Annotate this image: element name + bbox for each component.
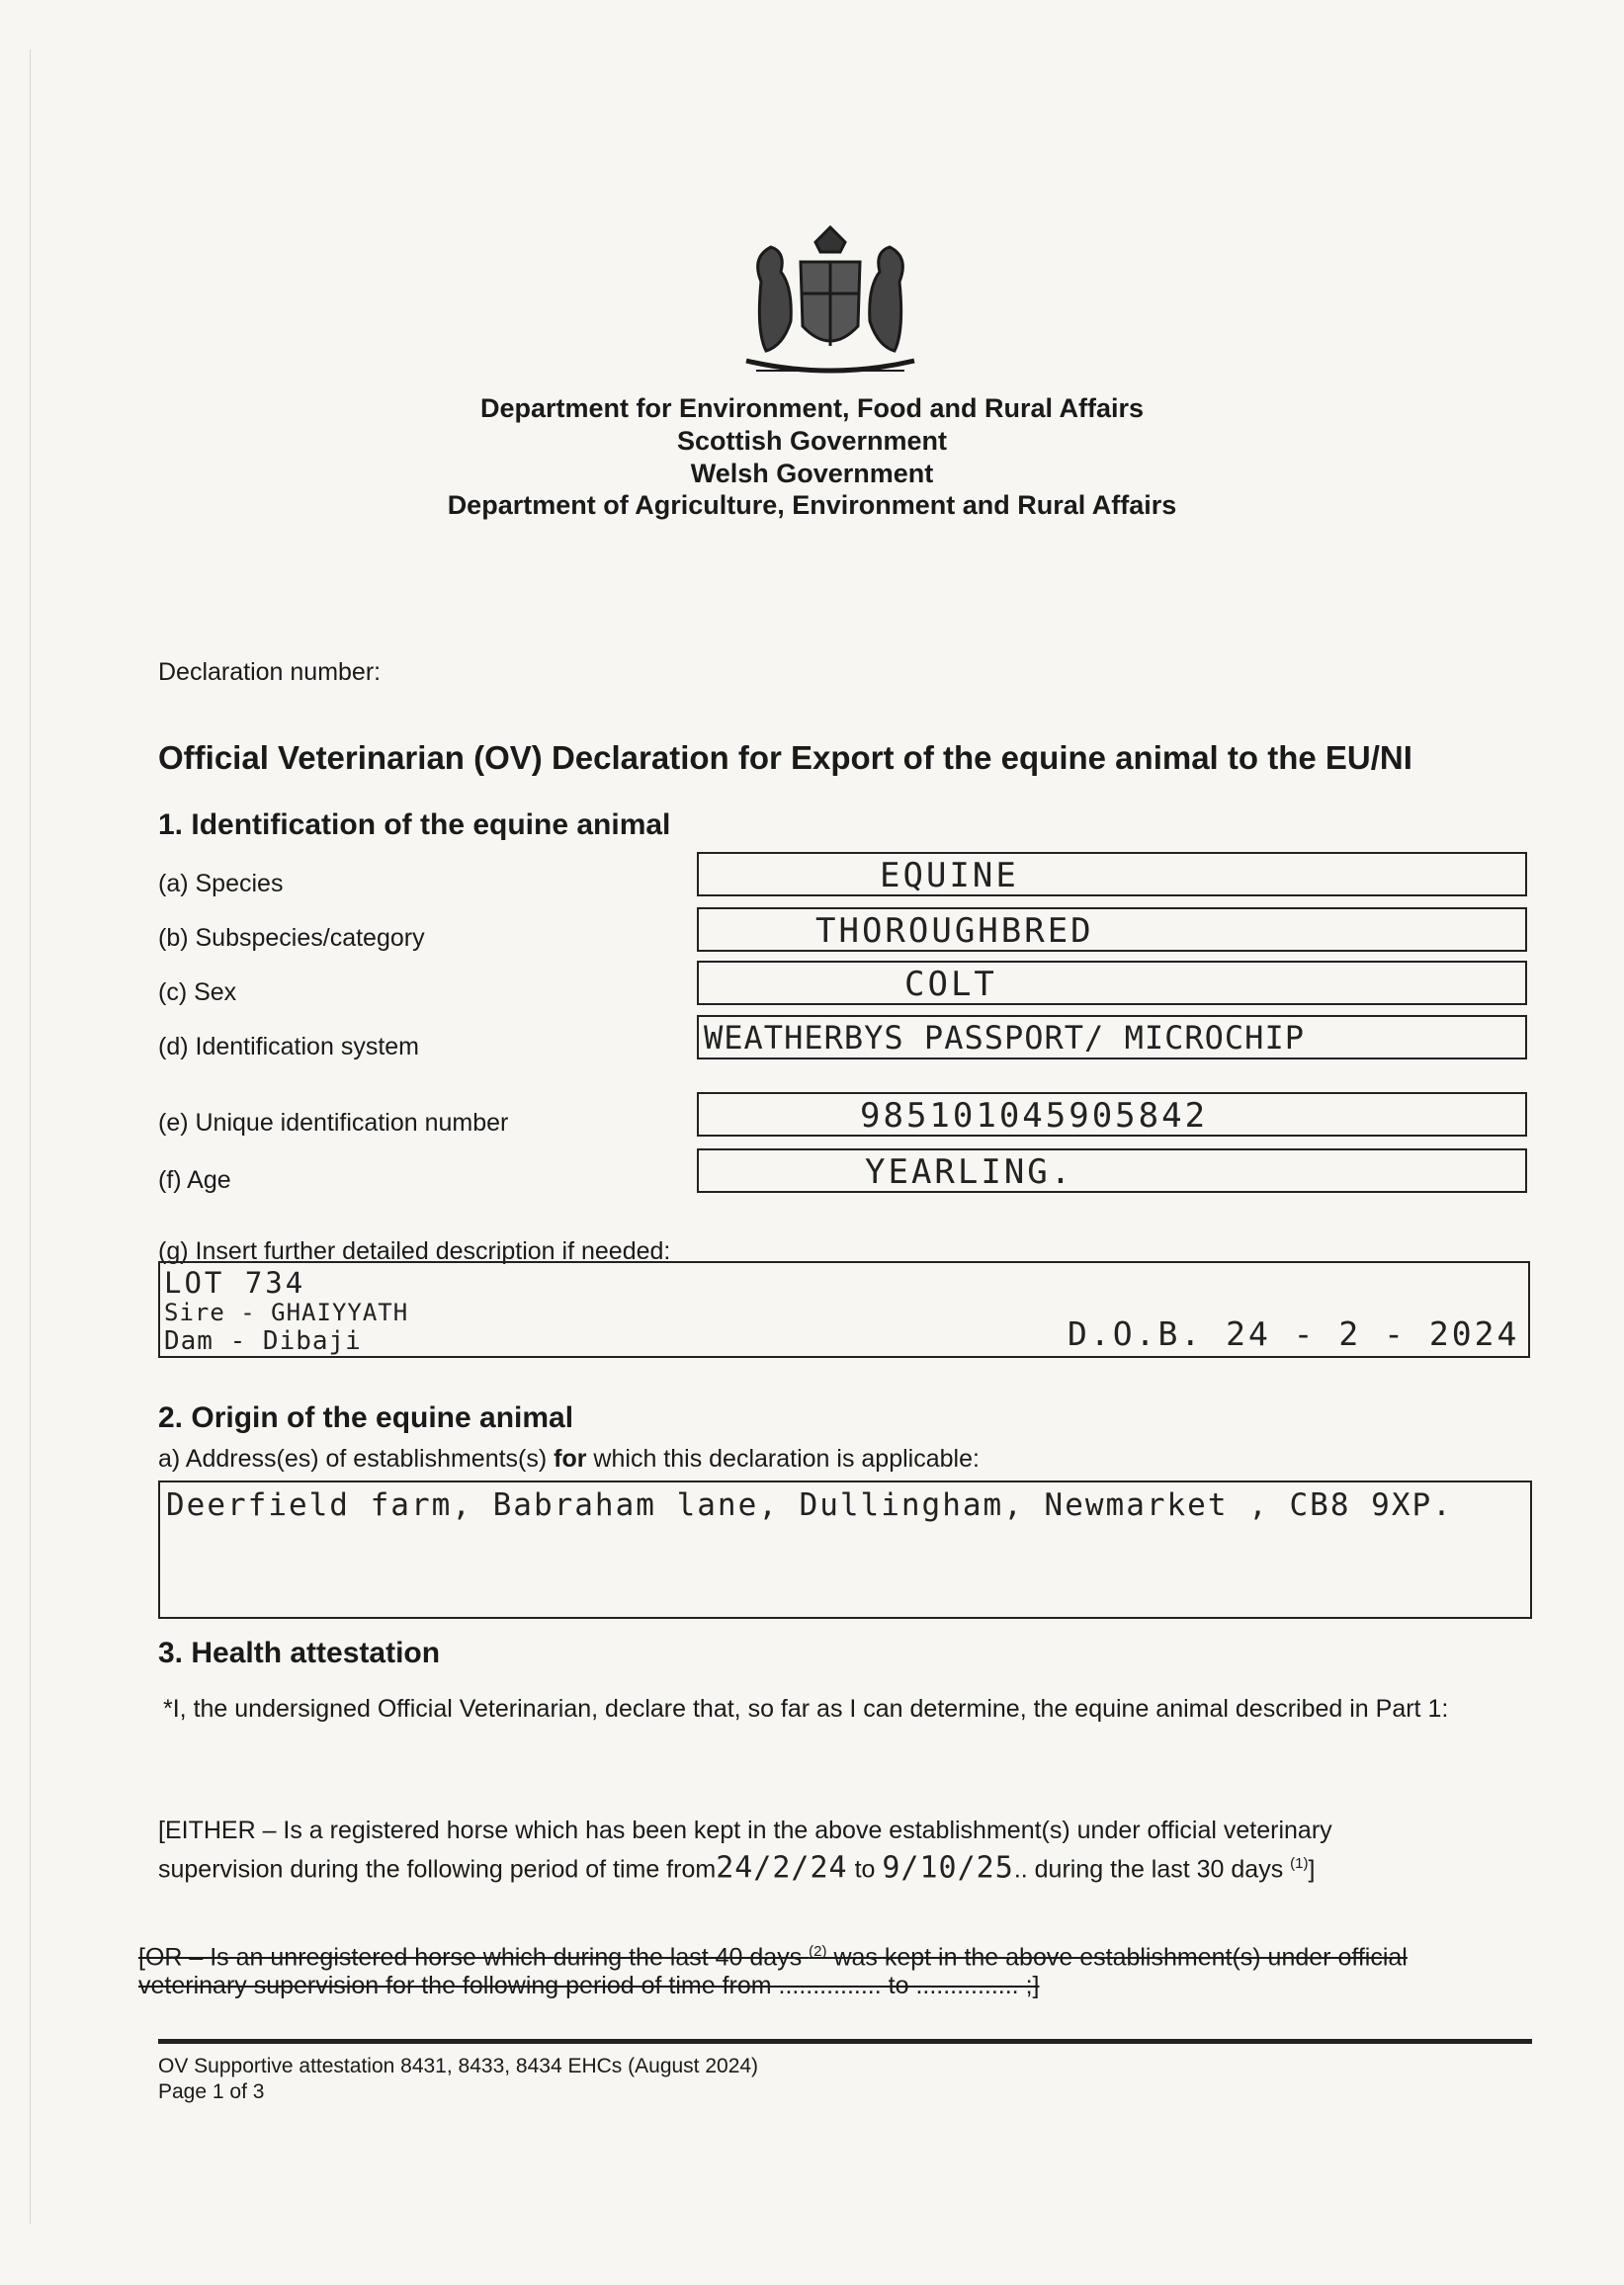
dept-line-scotland: Scottish Government xyxy=(676,426,948,456)
further-description-line-sire: Sire - GHAIYYATH xyxy=(164,1299,409,1326)
dept-line-wales: Welsh Government xyxy=(690,459,934,488)
field-box-age xyxy=(697,1148,1527,1193)
either-clause-line1: [EITHER – Is a registered horse which has been kept in the above establishment(s) under official veterinary xyxy=(158,1817,1332,1844)
section2-heading: 2. Origin of the equine animal xyxy=(158,1401,574,1434)
field-label-identification-system: (d) Identification system xyxy=(158,1033,419,1060)
field-value-unique-id: 985101045905842 xyxy=(860,1096,1209,1136)
dept-line-daera: Department of Agriculture, Environment and Rural Affairs xyxy=(447,490,1177,520)
establishment-address: Deerfield farm, Babraham lane, Dullingham, Newmarket , CB8 9XP. xyxy=(166,1487,1453,1523)
either-to-date: 9/10/25 xyxy=(882,1850,1014,1886)
field-label-sex: (c) Sex xyxy=(158,978,237,1006)
page-separator: of xyxy=(223,2080,253,2103)
section2-subtext-bold: for xyxy=(554,1445,587,1473)
field-label-species: (a) Species xyxy=(158,870,284,897)
section1-heading: 1. Identification of the equine animal xyxy=(158,808,671,841)
field-label-unique-id: (e) Unique identification number xyxy=(158,1109,509,1137)
either-clause-tail: .. during the last 30 days xyxy=(1013,1855,1291,1884)
or-clause-line2: veterinary supervision for the following period of time from ............... to ............... ;] xyxy=(138,1972,1040,1999)
page-title: Official Veterinarian (OV) Declaration for Export of the equine animal to the EU/NI xyxy=(158,739,1412,776)
field-box-sex xyxy=(697,961,1527,1005)
dept-line-defra: Department for Environment, Food and Rural Affairs xyxy=(479,393,1145,423)
declaration-number-label: Declaration number: xyxy=(158,658,382,686)
section2-subtext xyxy=(158,1445,980,1474)
footer-rule xyxy=(158,2039,1532,2044)
either-clause-text: supervision during the following period of time from xyxy=(158,1855,717,1884)
section3-heading: 3. Health attestation xyxy=(158,1637,441,1669)
further-description-label: (g) Insert further detailed description if needed: xyxy=(158,1237,671,1265)
field-value-species: EQUINE xyxy=(880,856,1019,895)
section2-subtext-pre: a) Address(es) of establishments(s) xyxy=(158,1445,555,1473)
field-value-sex: COLT xyxy=(904,965,997,1004)
page-prefix: Page xyxy=(158,2080,213,2103)
field-label-subspecies: (b) Subspecies/category xyxy=(158,924,425,952)
either-clause-line2 xyxy=(158,1847,1315,1886)
either-clause-end: ] xyxy=(1308,1855,1316,1884)
either-from-date: 24/2/24 xyxy=(716,1850,848,1886)
or-footnote-ref: (2) xyxy=(809,1943,827,1960)
further-description-line-lot: LOT 734 xyxy=(164,1266,306,1300)
attestation-intro: *I, the undersigned Official Veterinarian, declare that, so far as I can determine, the equine animal described in Part 1: xyxy=(163,1695,1449,1723)
royal-coat-of-arms-icon xyxy=(731,222,929,385)
either-to-label: to xyxy=(847,1855,883,1884)
field-box-species xyxy=(697,852,1527,896)
field-value-subspecies: THOROUGHBRED xyxy=(815,911,1094,951)
or-clause-tail: was kept in the above establishment(s) under official xyxy=(826,1943,1408,1972)
section2-subtext-post: which this declaration is applicable: xyxy=(586,1445,980,1473)
field-value-age: YEARLING. xyxy=(865,1152,1074,1192)
footer-reference: OV Supportive attestation 8431, 8433, 8434 EHCs (August 2024) xyxy=(158,2055,759,2077)
field-label-age: (f) Age xyxy=(158,1166,231,1194)
either-footnote-ref: (1) xyxy=(1290,1855,1309,1872)
scan-edge-line xyxy=(30,49,31,2224)
page-indicator xyxy=(158,2079,264,2105)
further-description-line-dam: Dam - Dibaji xyxy=(164,1326,362,1356)
field-value-identification-system: WEATHERBYS PASSPORT/ MICROCHIP xyxy=(704,1019,1305,1057)
page-number: 1 xyxy=(212,2080,224,2103)
page-total: 3 xyxy=(252,2080,265,2103)
or-clause-text: [OR – Is an unregistered horse which during the last 40 days xyxy=(138,1943,810,1972)
date-of-birth: D.O.B. 24 - 2 - 2024 xyxy=(1068,1314,1520,1353)
